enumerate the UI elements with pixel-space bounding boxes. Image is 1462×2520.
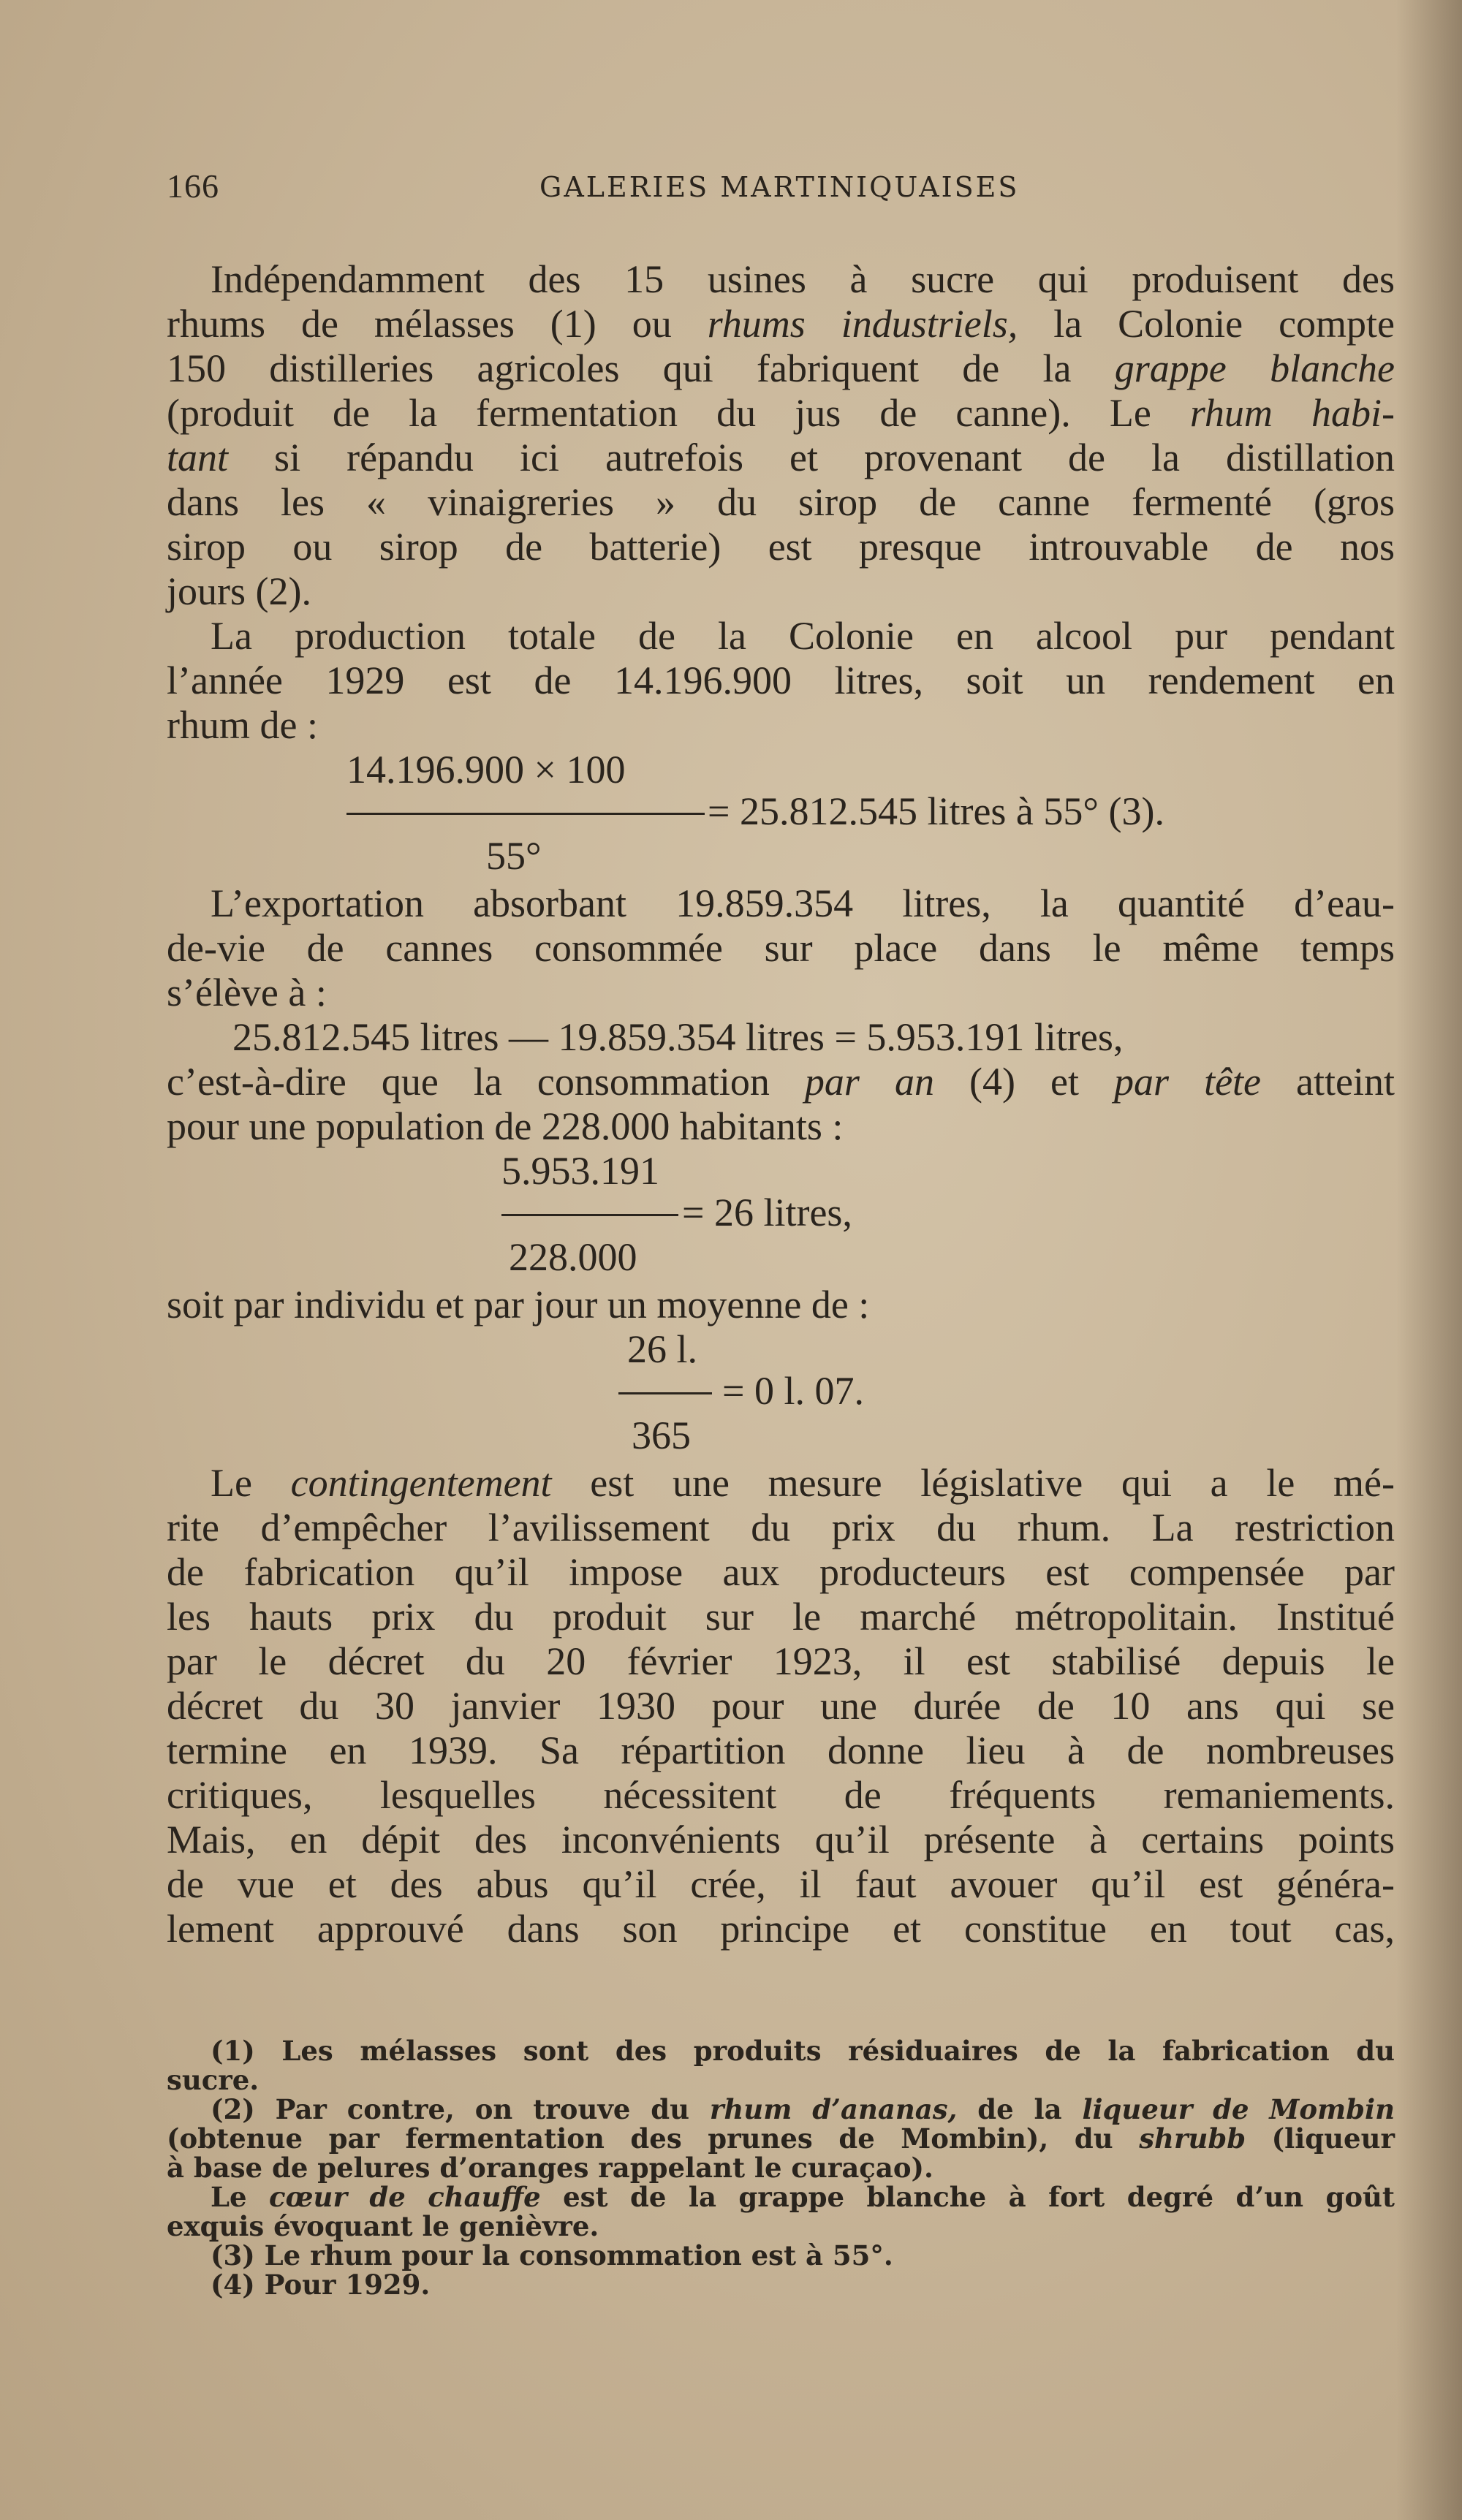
text-line: tant si répandu ici autrefois et provenant de la distillation	[167, 436, 1395, 479]
text-line: dans les « vinaigreries » du sirop de canne fermenté (gros	[167, 480, 1395, 524]
text-line: rhums de mélasses (1) ou rhums industriels, la Colonie compte	[167, 302, 1395, 346]
text-line: de-vie de cannes consommée sur place dans le même temps	[167, 926, 1395, 970]
formula-result: = 26 litres,	[682, 1191, 852, 1234]
text-line: critiques, lesquelles nécessitent de fréquents remaniements.	[167, 1773, 1395, 1817]
footnote-2-note-cont: exquis évoquant le genièvre.	[167, 2210, 599, 2242]
body-text	[167, 257, 1395, 1951]
footnote-2-note: Le cœur de chauffe est de la grappe blanche à fort degré d’un goût	[211, 2181, 1395, 2213]
formula-per-day	[167, 1327, 1395, 1461]
footnote-4: (4) Pour 1929.	[211, 2269, 431, 2301]
text-line: par le décret du 20 février 1923, il est stabilisé depuis le	[167, 1639, 1395, 1683]
formula-per-capita	[167, 1149, 1395, 1283]
footnote-2-cont: à base de pelures d’oranges rappelant le curaçao).	[167, 2152, 933, 2184]
text-line: Mais, en dépit des inconvénients qu’il présente à certains points	[167, 1818, 1395, 1861]
text-line: rhum de :	[167, 703, 318, 747]
formula-denominator: 365	[632, 1413, 691, 1457]
formula-denominator: 55°	[486, 834, 542, 878]
formula-result: = 25.812.545 litres à 55° (3).	[708, 789, 1164, 833]
footnote-2-cont: (obtenue par fermentation des prunes de Mombin), du shrubb (liqueur	[167, 2122, 1395, 2155]
page-number: 166	[167, 167, 219, 205]
text-line: soit par individu et par jour un moyenne de :	[167, 1283, 870, 1327]
formula-numerator: 26 l.	[627, 1327, 698, 1371]
formula-numerator: 5.953.191	[501, 1149, 659, 1193]
running-title: GALERIES MARTINIQUAISES	[539, 171, 1020, 203]
formula-rum-yield	[167, 748, 1395, 881]
text-line: s’élève à :	[167, 971, 327, 1014]
text-line: rite d’empêcher l’avilissement du prix du rhum. La restriction	[167, 1506, 1395, 1549]
fraction-bar	[618, 1392, 712, 1394]
text-line: décret du 30 janvier 1930 pour une durée de 10 ans qui se	[167, 1684, 1395, 1728]
text-line: c’est-à-dire que la consommation par an (4) et par tête atteint	[167, 1060, 1395, 1104]
footnotes	[167, 2036, 1395, 2299]
fraction-bar	[346, 813, 705, 815]
text-line: les hauts prix du produit sur le marché métropolitain. Institué	[167, 1595, 1395, 1639]
footnote-3: (3) Le rhum pour la consommation est à 55°.	[211, 2239, 893, 2272]
text-line: sirop ou sirop de batterie) est presque introuvable de nos	[167, 525, 1395, 569]
text-line: de fabrication qu’il impose aux producteurs est compensée par	[167, 1550, 1395, 1594]
text-line: termine en 1939. Sa répartition donne lieu à de nombreuses	[167, 1728, 1395, 1772]
text-line: La production totale de la Colonie en alcool pur pendant	[211, 614, 1395, 658]
fraction-bar	[501, 1214, 678, 1216]
text-line: L’exportation absorbant 19.859.354 litres, la quantité d’eau-	[211, 881, 1395, 925]
page-header	[167, 167, 1292, 210]
formula-result: = 0 l. 07.	[722, 1369, 864, 1413]
text-line: 150 distilleries agricoles qui fabriquent de la grappe blanche	[167, 346, 1395, 390]
formula-subtraction: 25.812.545 litres — 19.859.354 litres = 5.953.191 litres,	[232, 1015, 1124, 1059]
footnote-1: (1) Les mélasses sont des produits résiduaires de la fabrication du	[211, 2035, 1395, 2067]
page-edge-shadow	[1396, 0, 1462, 2520]
footnote-1-cont: sucre.	[167, 2064, 260, 2096]
text-line: Indépendamment des 15 usines à sucre qui produisent des	[211, 257, 1395, 301]
text-line: de vue et des abus qu’il crée, il faut avouer qu’il est généra-	[167, 1862, 1395, 1906]
formula-numerator: 14.196.900 × 100	[346, 748, 626, 792]
footnote-2: (2) Par contre, on trouve du rhum d’ananas, de la liqueur de Mombin	[211, 2093, 1395, 2125]
text-line: Le contingentement est une mesure législative qui a le mé-	[211, 1461, 1395, 1505]
text-line: (produit de la fermentation du jus de canne). Le rhum habi-	[167, 391, 1395, 435]
formula-denominator: 228.000	[509, 1235, 637, 1279]
text-line: jours (2).	[167, 569, 311, 613]
text-line: pour une population de 228.000 habitants :	[167, 1104, 844, 1148]
text-line: lement approuvé dans son principe et constitue en tout cas,	[167, 1907, 1395, 1951]
text-line: l’année 1929 est de 14.196.900 litres, soit un rendement en	[167, 659, 1395, 702]
